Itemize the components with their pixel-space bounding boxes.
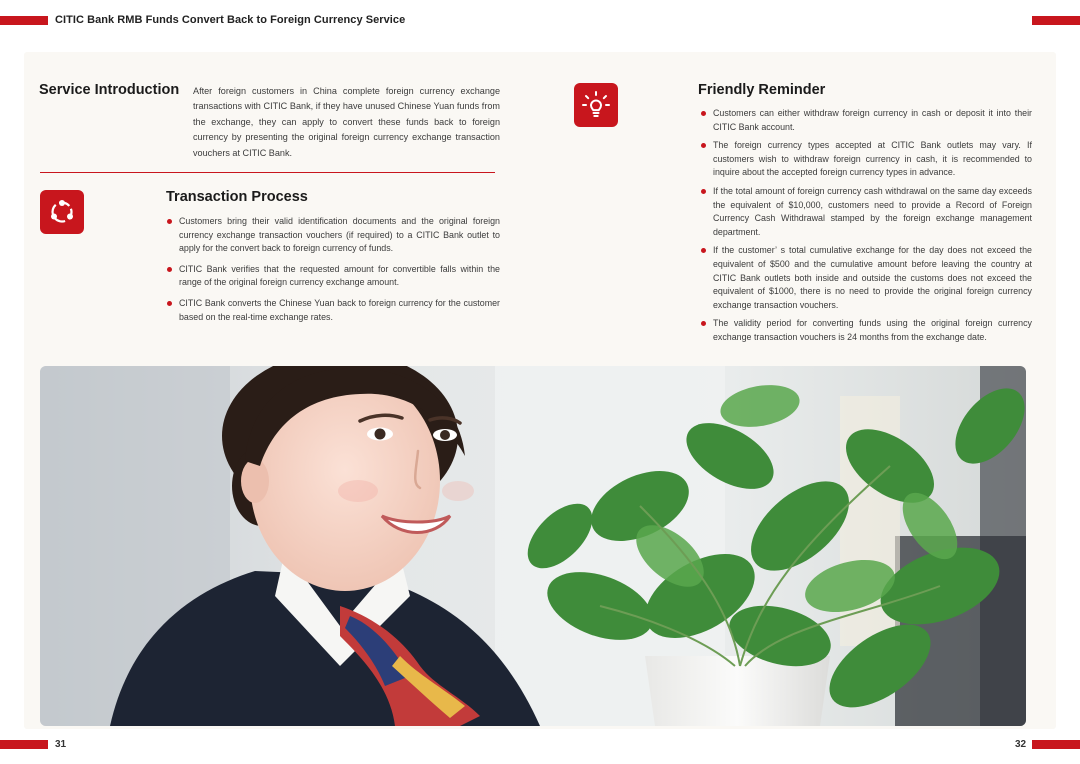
header-accent-right [1032, 16, 1080, 25]
friendly-reminder-heading: Friendly Reminder [698, 82, 826, 98]
transaction-process-heading: Transaction Process [166, 189, 308, 205]
list-item: If the total amount of foreign currency cash withdrawal on the same day exceeds the equivalent of $10,000, customers need to provide a Record of Foreign Currency Cash Withdrawal stamped by the foreign exchange management department. [701, 185, 1032, 239]
friendly-reminder-icon-box [574, 83, 618, 127]
list-item: If the customer’ s total cumulative exchange for the day does not exceed the equivalent of $500 and the cumulative amount before leaving the country at CITIC Bank outlets both inside and outside the customs does not exceed the equivalent of $1000, there is no need to provide the original foreign currency exchange transaction vouchers. [701, 244, 1032, 312]
page-number-right: 32 [1015, 739, 1027, 750]
bullet-dot [167, 267, 172, 272]
page-header-title: CITIC Bank RMB Funds Convert Back to Foreign Currency Service [55, 14, 406, 26]
page-number-left: 31 [55, 739, 67, 750]
list-item: CITIC Bank converts the Chinese Yuan back to foreign currency for the customer based on the real-time exchange rates. [167, 297, 500, 324]
service-introduction-heading: Service Introduction [39, 82, 180, 98]
list-item: CITIC Bank verifies that the requested amount for convertible falls within the range of the original foreign currency exchange amount. [167, 263, 500, 290]
transaction-process-list [167, 215, 500, 324]
transaction-process-icon-box [40, 190, 84, 234]
bullet-dot [701, 248, 706, 253]
bullet-dot [701, 111, 706, 116]
list-item: The foreign currency types accepted at CITIC Bank outlets may vary. If customers wish to withdraw foreign currency in cash, it is recommended to inquire about the accepted foreign currency types in advance. [701, 139, 1032, 180]
bullet-dot [701, 189, 706, 194]
bullet-dot [167, 219, 172, 224]
bullet-dot [167, 301, 172, 306]
staff-photo [40, 366, 1026, 726]
friendly-reminder-list [701, 107, 1032, 345]
list-item: Customers bring their valid identification documents and the original foreign currency exchange transaction vouchers (if required) to a CITIC Bank outlet to apply for the convert back to foreign currency of funds. [167, 215, 500, 256]
footer-accent-left [0, 740, 48, 749]
list-item: The validity period for converting funds using the original foreign currency exchange transaction vouchers is 24 months from the exchange date. [701, 317, 1032, 344]
staff-photo-illustration [40, 366, 1026, 726]
bullet-dot [701, 321, 706, 326]
header-accent-left [0, 16, 48, 25]
bullet-dot [701, 143, 706, 148]
lightbulb-icon [581, 90, 611, 120]
service-introduction-text: After foreign customers in China complete foreign currency exchange transactions with CITIC Bank, if they have unused Chinese Yuan funds from the exchange, they can apply to convert these funds back to foreign currency by presenting the original foreign currency exchange transaction vouchers at CITIC Bank. [193, 86, 500, 158]
share-nodes-icon [47, 197, 77, 227]
footer-accent-right [1032, 740, 1080, 749]
list-item: Customers can either withdraw foreign currency in cash or deposit it into their CITIC Bank account. [701, 107, 1032, 134]
section-divider [40, 172, 495, 173]
